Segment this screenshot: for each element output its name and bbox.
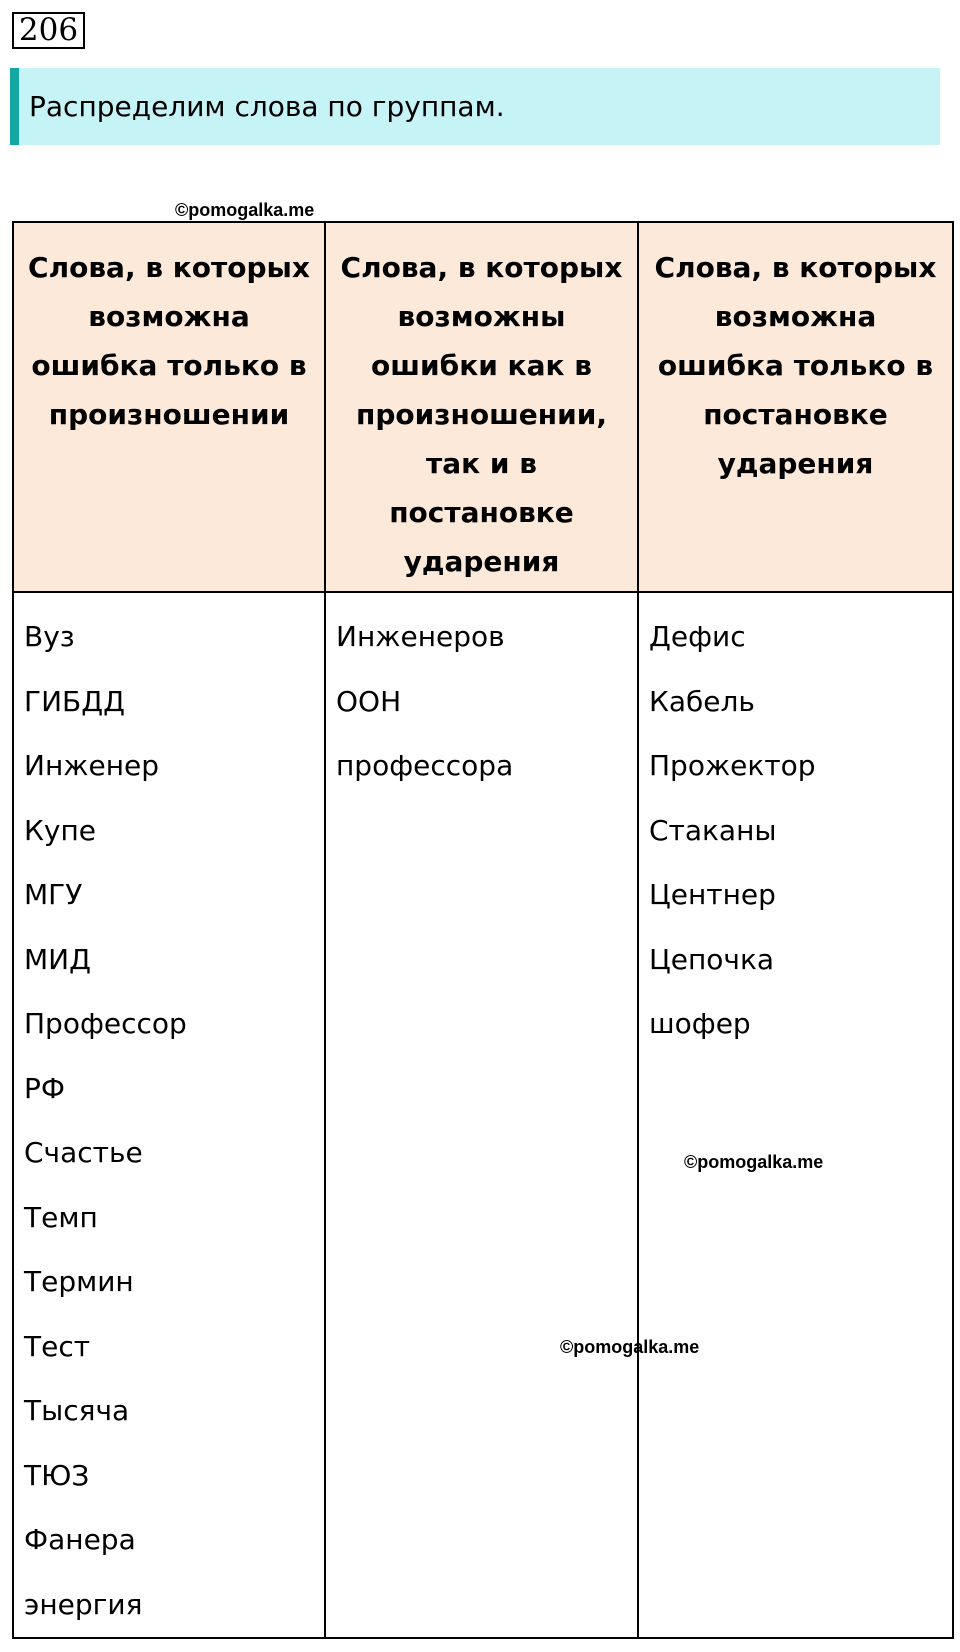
word-list [24, 605, 324, 1637]
word-item: энергия [24, 1587, 143, 1621]
table-header-pronunciation-and-stress: Слова, в которых возможны ошибки как в произношении, так и в постановке ударения [326, 223, 639, 593]
word-item: РФ [24, 1071, 65, 1105]
word-item: Тест [24, 1329, 91, 1363]
word-item: Цепочка [649, 942, 775, 976]
table-column-pronunciation-and-stress [326, 593, 639, 1637]
task-number: 206 [12, 12, 85, 49]
word-item: ГИБДД [24, 684, 125, 718]
word-item: профессора [336, 749, 514, 782]
word-list [649, 605, 952, 1057]
word-item: шофер [649, 1007, 751, 1040]
word-item: Вуз [24, 620, 75, 653]
table-header-pronunciation-only: Слова, в которых возможна ошибка только в произношении [14, 223, 326, 593]
word-item: Стаканы [649, 813, 777, 847]
watermark: ©pomogalka.me [175, 200, 315, 220]
word-list [336, 605, 637, 799]
watermark: ©pomogalka.me [684, 1152, 824, 1172]
word-item: Купе [24, 813, 96, 847]
word-item: Термин [24, 1265, 134, 1298]
watermark: ©pomogalka.me [560, 1337, 700, 1357]
word-groups-table [12, 221, 954, 1639]
instruction-box [10, 68, 940, 145]
word-item: Инженеров [336, 620, 505, 653]
word-item: ООН [336, 684, 402, 718]
table-column-pronunciation-only [14, 593, 326, 1637]
word-item: МИД [24, 942, 91, 976]
table-header-stress-only: Слова, в которых возможна ошибка только в постановке ударения [639, 223, 952, 593]
word-item: Счастье [24, 1136, 143, 1169]
instruction-text: Распределим слова по группам. [29, 90, 505, 123]
word-item: Темп [24, 1200, 98, 1234]
word-item: Центнер [649, 878, 776, 911]
word-item: Прожектор [649, 749, 816, 782]
word-item: Фанера [24, 1523, 136, 1556]
word-item: Дефис [649, 620, 746, 653]
word-item: Инженер [24, 749, 160, 782]
word-item: Кабель [649, 684, 755, 718]
word-item: Профессор [24, 1007, 187, 1040]
word-item: МГУ [24, 878, 83, 911]
word-item: ТЮЗ [24, 1458, 90, 1492]
word-item: Тысяча [24, 1394, 130, 1427]
table-column-stress-only [639, 593, 952, 1637]
